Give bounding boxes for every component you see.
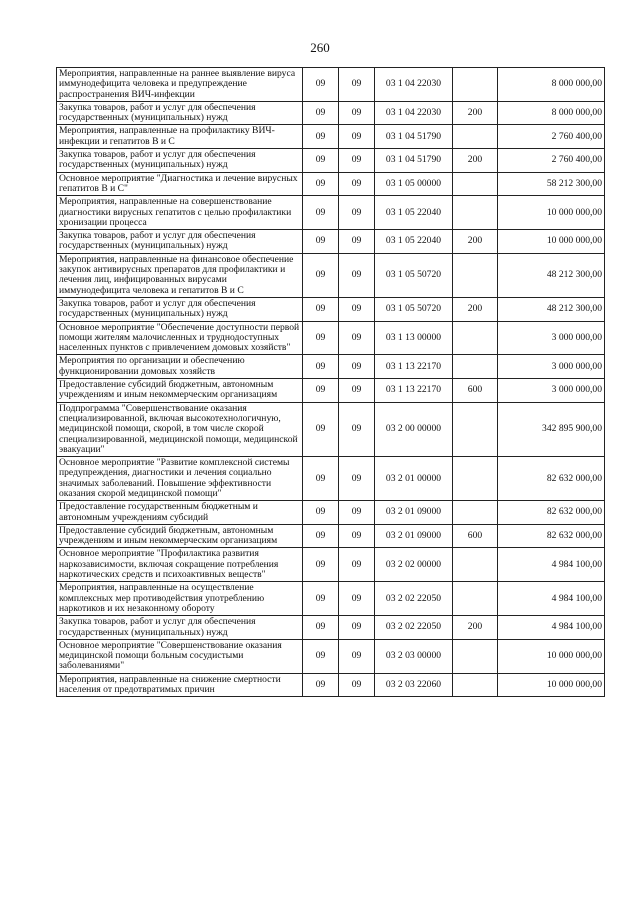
row-section-cell: 09 — [303, 68, 339, 102]
row-amount-cell: 82 632 000,00 — [498, 501, 605, 525]
row-subsection-cell: 09 — [339, 68, 375, 102]
row-name-cell: Закупка товаров, работ и услуг для обеспечения государственных (муниципальных) нужд — [57, 230, 303, 254]
row-target-article-cell: 03 2 01 09000 — [375, 501, 453, 525]
row-subsection-cell: 09 — [339, 402, 375, 456]
row-subsection-cell: 09 — [339, 101, 375, 125]
row-expense-type-cell — [453, 196, 498, 230]
row-name-cell: Предоставление государственным бюджетным и автономным учреждениям субсидий — [57, 501, 303, 525]
row-subsection-cell: 09 — [339, 172, 375, 196]
row-target-article-cell: 03 2 03 00000 — [375, 639, 453, 673]
row-target-article-cell: 03 1 04 51790 — [375, 149, 453, 173]
row-amount-cell: 58 212 300,00 — [498, 172, 605, 196]
row-amount-cell: 82 632 000,00 — [498, 457, 605, 501]
row-amount-cell: 10 000 000,00 — [498, 196, 605, 230]
row-target-article-cell: 03 1 04 51790 — [375, 125, 453, 149]
row-amount-cell: 48 212 300,00 — [498, 297, 605, 321]
table-row — [57, 548, 605, 582]
row-name-cell: Подпрограмма "Совершенствование оказания специализированной, включая высокотехнологичную, медицинской помощи, скорой, в том числе скорой специализированной, медицинской помощи, медицинской эвакуации" — [57, 402, 303, 456]
row-target-article-cell: 03 1 13 00000 — [375, 321, 453, 355]
row-subsection-cell: 09 — [339, 379, 375, 403]
table-row — [57, 125, 605, 149]
row-expense-type-cell: 200 — [453, 616, 498, 640]
row-subsection-cell: 09 — [339, 149, 375, 173]
row-name-cell: Основное мероприятие "Совершенствование оказания медицинской помощи больным сосудистыми заболеваниями" — [57, 639, 303, 673]
row-expense-type-cell: 600 — [453, 379, 498, 403]
row-target-article-cell: 03 1 04 22030 — [375, 68, 453, 102]
row-section-cell: 09 — [303, 125, 339, 149]
row-amount-cell: 10 000 000,00 — [498, 230, 605, 254]
row-amount-cell: 8 000 000,00 — [498, 68, 605, 102]
row-subsection-cell: 09 — [339, 548, 375, 582]
table-row — [57, 297, 605, 321]
row-amount-cell: 3 000 000,00 — [498, 379, 605, 403]
row-target-article-cell: 03 2 01 00000 — [375, 457, 453, 501]
row-subsection-cell: 09 — [339, 582, 375, 616]
row-expense-type-cell — [453, 402, 498, 456]
row-target-article-cell: 03 1 05 22040 — [375, 230, 453, 254]
row-amount-cell: 4 984 100,00 — [498, 616, 605, 640]
row-expense-type-cell — [453, 253, 498, 297]
table-row — [57, 230, 605, 254]
table-row — [57, 639, 605, 673]
row-amount-cell: 2 760 400,00 — [498, 125, 605, 149]
row-amount-cell: 82 632 000,00 — [498, 524, 605, 548]
row-subsection-cell: 09 — [339, 501, 375, 525]
row-expense-type-cell: 600 — [453, 524, 498, 548]
row-expense-type-cell — [453, 457, 498, 501]
row-target-article-cell: 03 1 05 00000 — [375, 172, 453, 196]
row-section-cell: 09 — [303, 297, 339, 321]
row-name-cell: Мероприятия, направленные на совершенствование диагностики вирусных гепатитов с целью профилактики хронизации процесса — [57, 196, 303, 230]
table-row — [57, 616, 605, 640]
row-target-article-cell: 03 1 04 22030 — [375, 101, 453, 125]
row-section-cell: 09 — [303, 457, 339, 501]
row-subsection-cell: 09 — [339, 230, 375, 254]
row-target-article-cell: 03 1 05 50720 — [375, 253, 453, 297]
row-section-cell: 09 — [303, 101, 339, 125]
row-subsection-cell: 09 — [339, 196, 375, 230]
row-name-cell: Мероприятия, направленные на раннее выявление вируса иммунодефицита человека и предупреждение распространения ВИЧ-инфекции — [57, 68, 303, 102]
row-target-article-cell: 03 2 02 22050 — [375, 616, 453, 640]
table-row — [57, 101, 605, 125]
row-subsection-cell: 09 — [339, 673, 375, 697]
row-target-article-cell: 03 2 01 09000 — [375, 524, 453, 548]
row-amount-cell: 3 000 000,00 — [498, 355, 605, 379]
row-section-cell: 09 — [303, 524, 339, 548]
row-subsection-cell: 09 — [339, 321, 375, 355]
row-subsection-cell: 09 — [339, 253, 375, 297]
row-name-cell: Мероприятия, направленные на осуществление комплексных мер противодействия употреблению наркотиков и их незаконному обороту — [57, 582, 303, 616]
row-expense-type-cell — [453, 548, 498, 582]
row-name-cell: Закупка товаров, работ и услуг для обеспечения государственных (муниципальных) нужд — [57, 149, 303, 173]
row-name-cell: Предоставление субсидий бюджетным, автономным учреждениям и иным некоммерческим организациям — [57, 524, 303, 548]
row-expense-type-cell — [453, 321, 498, 355]
table-row — [57, 196, 605, 230]
row-section-cell: 09 — [303, 616, 339, 640]
row-target-article-cell: 03 2 03 22060 — [375, 673, 453, 697]
row-section-cell: 09 — [303, 253, 339, 297]
row-expense-type-cell — [453, 501, 498, 525]
row-section-cell: 09 — [303, 230, 339, 254]
row-section-cell: 09 — [303, 501, 339, 525]
row-expense-type-cell — [453, 639, 498, 673]
row-name-cell: Основное мероприятие "Обеспечение доступности первой помощи жителям малочисленных и труднодоступных населенных пунктов с привлечением домовых хозяйств" — [57, 321, 303, 355]
row-expense-type-cell — [453, 125, 498, 149]
row-target-article-cell: 03 1 13 22170 — [375, 379, 453, 403]
row-section-cell: 09 — [303, 321, 339, 355]
row-section-cell: 09 — [303, 402, 339, 456]
table-row — [57, 457, 605, 501]
row-section-cell: 09 — [303, 639, 339, 673]
row-amount-cell: 4 984 100,00 — [498, 548, 605, 582]
row-section-cell: 09 — [303, 355, 339, 379]
row-subsection-cell: 09 — [339, 639, 375, 673]
row-expense-type-cell — [453, 172, 498, 196]
row-amount-cell: 3 000 000,00 — [498, 321, 605, 355]
row-target-article-cell: 03 2 02 00000 — [375, 548, 453, 582]
table-row — [57, 172, 605, 196]
row-section-cell: 09 — [303, 548, 339, 582]
row-name-cell: Закупка товаров, работ и услуг для обеспечения государственных (муниципальных) нужд — [57, 297, 303, 321]
row-target-article-cell: 03 1 05 50720 — [375, 297, 453, 321]
table-row — [57, 68, 605, 102]
row-expense-type-cell: 200 — [453, 149, 498, 173]
table-row — [57, 355, 605, 379]
row-expense-type-cell: 200 — [453, 297, 498, 321]
table-row — [57, 501, 605, 525]
row-name-cell: Мероприятия, направленные на снижение смертности населения от предотвратимых причин — [57, 673, 303, 697]
row-expense-type-cell — [453, 582, 498, 616]
row-amount-cell: 8 000 000,00 — [498, 101, 605, 125]
row-section-cell: 09 — [303, 196, 339, 230]
table-row — [57, 673, 605, 697]
row-amount-cell: 4 984 100,00 — [498, 582, 605, 616]
budget-table-body — [57, 68, 605, 697]
row-subsection-cell: 09 — [339, 616, 375, 640]
row-name-cell: Мероприятия, направленные на профилактику ВИЧ-инфекции и гепатитов В и С — [57, 125, 303, 149]
budget-table — [56, 67, 605, 697]
table-row — [57, 379, 605, 403]
row-name-cell: Мероприятия по организации и обеспечению функционировании домовых хозяйств — [57, 355, 303, 379]
row-name-cell: Мероприятия, направленные на финансовое обеспечение закупок антивирусных препаратов для профилактики и лечения лиц, инфицированных вирусами иммунодефицита человека и гепатитов В и С — [57, 253, 303, 297]
row-subsection-cell: 09 — [339, 125, 375, 149]
row-subsection-cell: 09 — [339, 524, 375, 548]
table-row — [57, 253, 605, 297]
row-section-cell: 09 — [303, 172, 339, 196]
table-row — [57, 149, 605, 173]
row-amount-cell: 10 000 000,00 — [498, 673, 605, 697]
page-number: 260 — [310, 40, 330, 55]
row-subsection-cell: 09 — [339, 355, 375, 379]
row-expense-type-cell — [453, 68, 498, 102]
row-section-cell: 09 — [303, 673, 339, 697]
row-target-article-cell: 03 1 05 22040 — [375, 196, 453, 230]
row-target-article-cell: 03 2 00 00000 — [375, 402, 453, 456]
row-name-cell: Основное мероприятие "Диагностика и лечение вирусных гепатитов В и С" — [57, 172, 303, 196]
row-amount-cell: 48 212 300,00 — [498, 253, 605, 297]
table-row — [57, 321, 605, 355]
row-name-cell: Основное мероприятие "Профилактика развития наркозависимости, включая сокращение потребления наркотических средств и психоактивных веществ" — [57, 548, 303, 582]
row-section-cell: 09 — [303, 149, 339, 173]
row-expense-type-cell — [453, 673, 498, 697]
row-expense-type-cell — [453, 355, 498, 379]
table-row — [57, 582, 605, 616]
row-name-cell: Основное мероприятие "Развитие комплексной системы предупреждения, диагностики и лечения социально значимых заболеваний. Повышение эффективности оказания скорой медицинской помощи" — [57, 457, 303, 501]
table-row — [57, 402, 605, 456]
row-section-cell: 09 — [303, 582, 339, 616]
row-expense-type-cell: 200 — [453, 101, 498, 125]
row-expense-type-cell: 200 — [453, 230, 498, 254]
row-target-article-cell: 03 1 13 22170 — [375, 355, 453, 379]
row-amount-cell: 2 760 400,00 — [498, 149, 605, 173]
row-name-cell: Закупка товаров, работ и услуг для обеспечения государственных (муниципальных) нужд — [57, 101, 303, 125]
table-row — [57, 524, 605, 548]
row-section-cell: 09 — [303, 379, 339, 403]
row-amount-cell: 342 895 900,00 — [498, 402, 605, 456]
row-subsection-cell: 09 — [339, 297, 375, 321]
row-name-cell: Предоставление субсидий бюджетным, автономным учреждениям и иным некоммерческим организациям — [57, 379, 303, 403]
row-amount-cell: 10 000 000,00 — [498, 639, 605, 673]
row-target-article-cell: 03 2 02 22050 — [375, 582, 453, 616]
row-name-cell: Закупка товаров, работ и услуг для обеспечения государственных (муниципальных) нужд — [57, 616, 303, 640]
row-subsection-cell: 09 — [339, 457, 375, 501]
